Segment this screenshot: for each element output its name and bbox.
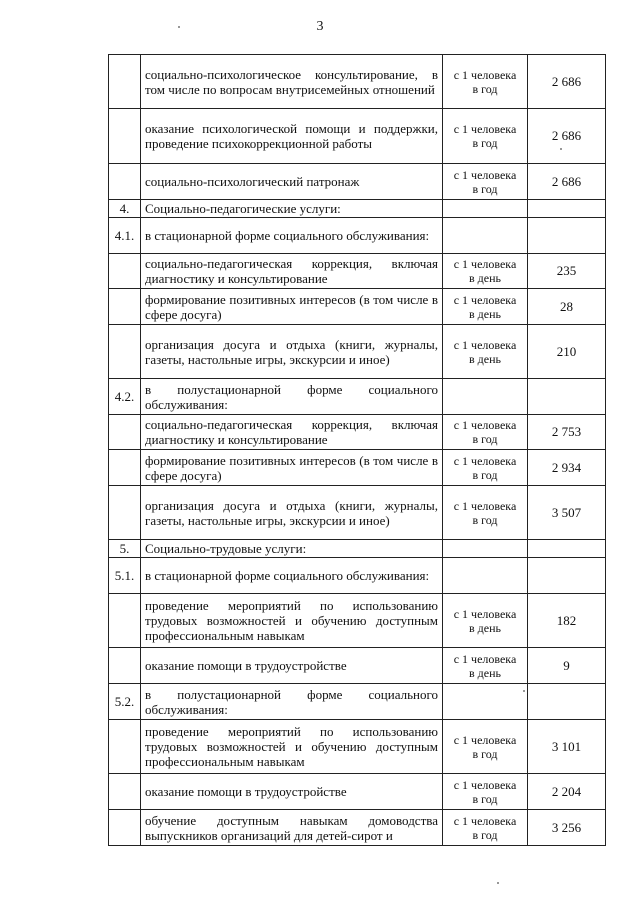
unit-line-1: с 1 человека: [453, 498, 517, 513]
tariff-value: [528, 558, 606, 594]
unit-cell: [443, 55, 528, 109]
unit-line-2: в год: [472, 512, 498, 527]
service-name: социально-психологический патронаж: [141, 164, 443, 200]
row-number: [109, 109, 141, 164]
unit-line-1: с 1 человека: [453, 67, 517, 82]
table-row: [109, 289, 606, 325]
unit-cell: [443, 289, 528, 325]
tariff-value: [528, 684, 606, 720]
service-name: социально-психологическое консультирование, в том числе по вопросам внутрисемейных отношений: [141, 55, 443, 109]
tariff-value: 3 101: [528, 720, 606, 774]
tariff-value: [528, 200, 606, 218]
unit-line-2: в день: [469, 306, 501, 321]
row-number: 5.1.: [109, 558, 141, 594]
unit-line-1: с 1 человека: [453, 732, 517, 747]
tariff-value: [528, 540, 606, 558]
tariff-value: 3 256: [528, 810, 606, 846]
unit-cell: [443, 594, 528, 648]
table-row: [109, 55, 606, 109]
tariff-value: 182: [528, 594, 606, 648]
table-row: [109, 254, 606, 289]
unit-line-2: в день: [469, 351, 501, 366]
table-row: [109, 325, 606, 379]
tariff-value: 9: [528, 648, 606, 684]
table-row: [109, 164, 606, 200]
row-number: [109, 254, 141, 289]
unit-cell: [443, 164, 528, 200]
subsection-row: [109, 684, 606, 720]
row-number: 4.: [109, 200, 141, 218]
unit-line-2: в день: [469, 665, 501, 680]
section-row: [109, 200, 606, 218]
row-number: [109, 289, 141, 325]
row-number: [109, 415, 141, 450]
unit-line-1: с 1 человека: [453, 418, 517, 432]
row-number: 5.: [109, 540, 141, 558]
subsection-row: [109, 558, 606, 594]
tariff-value: 210: [528, 325, 606, 379]
tariff-value: 2 204: [528, 774, 606, 810]
row-number: [109, 450, 141, 486]
scan-speck: [560, 148, 562, 150]
row-number: [109, 594, 141, 648]
section-title: Социально-педагогические услуги:: [141, 200, 443, 218]
unit-line-2: в год: [472, 791, 498, 806]
unit-cell: [443, 810, 528, 846]
unit-line-1: с 1 человека: [453, 337, 517, 352]
unit-line-1: с 1 человека: [453, 122, 517, 136]
table-row: [109, 648, 606, 684]
unit-cell: [443, 720, 528, 774]
table-row: [109, 810, 606, 846]
unit-line-2: в год: [472, 746, 498, 761]
unit-cell: [443, 774, 528, 810]
table-row: [109, 415, 606, 450]
section-title: Социально-трудовые услуги:: [141, 540, 443, 558]
unit-line-2: в год: [472, 136, 498, 150]
unit-cell: [443, 325, 528, 379]
unit-cell: [443, 109, 528, 164]
unit-line-1: с 1 человека: [453, 813, 517, 828]
unit-cell: [443, 486, 528, 540]
tariff-value: 235: [528, 254, 606, 289]
table-row: [109, 720, 606, 774]
service-name: организация досуга и отдыха (книги, журналы, газеты, настольные игры, экскурсии и иное): [141, 325, 443, 379]
unit-cell: [443, 254, 528, 289]
row-number: [109, 810, 141, 846]
scan-speck: [178, 26, 180, 28]
tariff-value: 2 753: [528, 415, 606, 450]
tariff-value: [528, 379, 606, 415]
subsection-title: в стационарной форме социального обслуживания:: [141, 218, 443, 254]
row-number: [109, 774, 141, 810]
unit-cell: [443, 218, 528, 254]
row-number: 4.2.: [109, 379, 141, 415]
page-number: 3: [316, 19, 324, 34]
service-name: формирование позитивных интересов (в том числе в сфере досуга): [141, 289, 443, 325]
scan-speck: [523, 690, 525, 692]
unit-cell: [443, 648, 528, 684]
row-number: [109, 648, 141, 684]
subsection-row: [109, 218, 606, 254]
table-row: [109, 774, 606, 810]
service-name: социально-педагогическая коррекция, включая диагностику и консультирование: [141, 254, 443, 289]
subsection-title: в полустационарной форме социального обслуживания:: [141, 379, 443, 415]
service-name: обучение доступным навыкам домоводства выпускников организаций для детей-сирот и: [141, 810, 443, 846]
tariff-value: 3 507: [528, 486, 606, 540]
row-number: [109, 164, 141, 200]
service-name: проведение мероприятий по использованию трудовых возможностей и обучению доступным профессиональным навыкам: [141, 594, 443, 648]
section-row: [109, 540, 606, 558]
table-row: [109, 109, 606, 164]
unit-line-2: в год: [472, 81, 498, 96]
tariff-value: 2 934: [528, 450, 606, 486]
tariff-value: [528, 218, 606, 254]
unit-line-1: с 1 человека: [453, 777, 517, 792]
table-row: [109, 450, 606, 486]
unit-line-2: в год: [472, 181, 498, 196]
service-name: проведение мероприятий по использованию трудовых возможностей и обучению доступным профессиональным навыкам: [141, 720, 443, 774]
services-tariff-table: [108, 54, 606, 846]
unit-line-1: с 1 человека: [453, 606, 517, 621]
unit-cell: [443, 415, 528, 450]
service-name: социально-педагогическая коррекция, включая диагностику и консультирование: [141, 415, 443, 450]
unit-cell: [443, 200, 528, 218]
scan-speck: [497, 882, 499, 884]
service-name: оказание помощи в трудоустройстве: [141, 774, 443, 810]
unit-line-1: с 1 человека: [453, 167, 517, 182]
unit-cell: [443, 540, 528, 558]
unit-line-2: в день: [469, 620, 501, 635]
unit-cell: [443, 684, 528, 720]
unit-cell: [443, 379, 528, 415]
unit-cell: [443, 450, 528, 486]
table-row: [109, 594, 606, 648]
unit-line-2: в день: [469, 271, 501, 285]
unit-cell: [443, 558, 528, 594]
tariff-value: 2 686: [528, 164, 606, 200]
service-name: организация досуга и отдыха (книги, журналы, газеты, настольные игры, экскурсии и иное): [141, 486, 443, 540]
row-number: 5.2.: [109, 684, 141, 720]
service-name: оказание психологической помощи и поддержки, проведение психокоррекционной работы: [141, 109, 443, 164]
row-number: [109, 325, 141, 379]
unit-line-2: в год: [472, 827, 498, 842]
service-name: формирование позитивных интересов (в том числе в сфере досуга): [141, 450, 443, 486]
tariff-value: 28: [528, 289, 606, 325]
tariff-value: 2 686: [528, 109, 606, 164]
unit-line-2: в год: [472, 432, 498, 446]
subsection-title: в полустационарной форме социального обслуживания:: [141, 684, 443, 720]
table-row: [109, 486, 606, 540]
row-number: [109, 55, 141, 109]
row-number: 4.1.: [109, 218, 141, 254]
unit-line-1: с 1 человека: [453, 651, 517, 666]
subsection-title: в стационарной форме социального обслуживания:: [141, 558, 443, 594]
unit-line-1: с 1 человека: [453, 257, 517, 271]
unit-line-1: с 1 человека: [453, 453, 517, 468]
tariff-value: 2 686: [528, 55, 606, 109]
subsection-row: [109, 379, 606, 415]
service-name: оказание помощи в трудоустройстве: [141, 648, 443, 684]
unit-line-2: в год: [472, 467, 498, 482]
unit-line-1: с 1 человека: [453, 292, 517, 307]
row-number: [109, 486, 141, 540]
row-number: [109, 720, 141, 774]
